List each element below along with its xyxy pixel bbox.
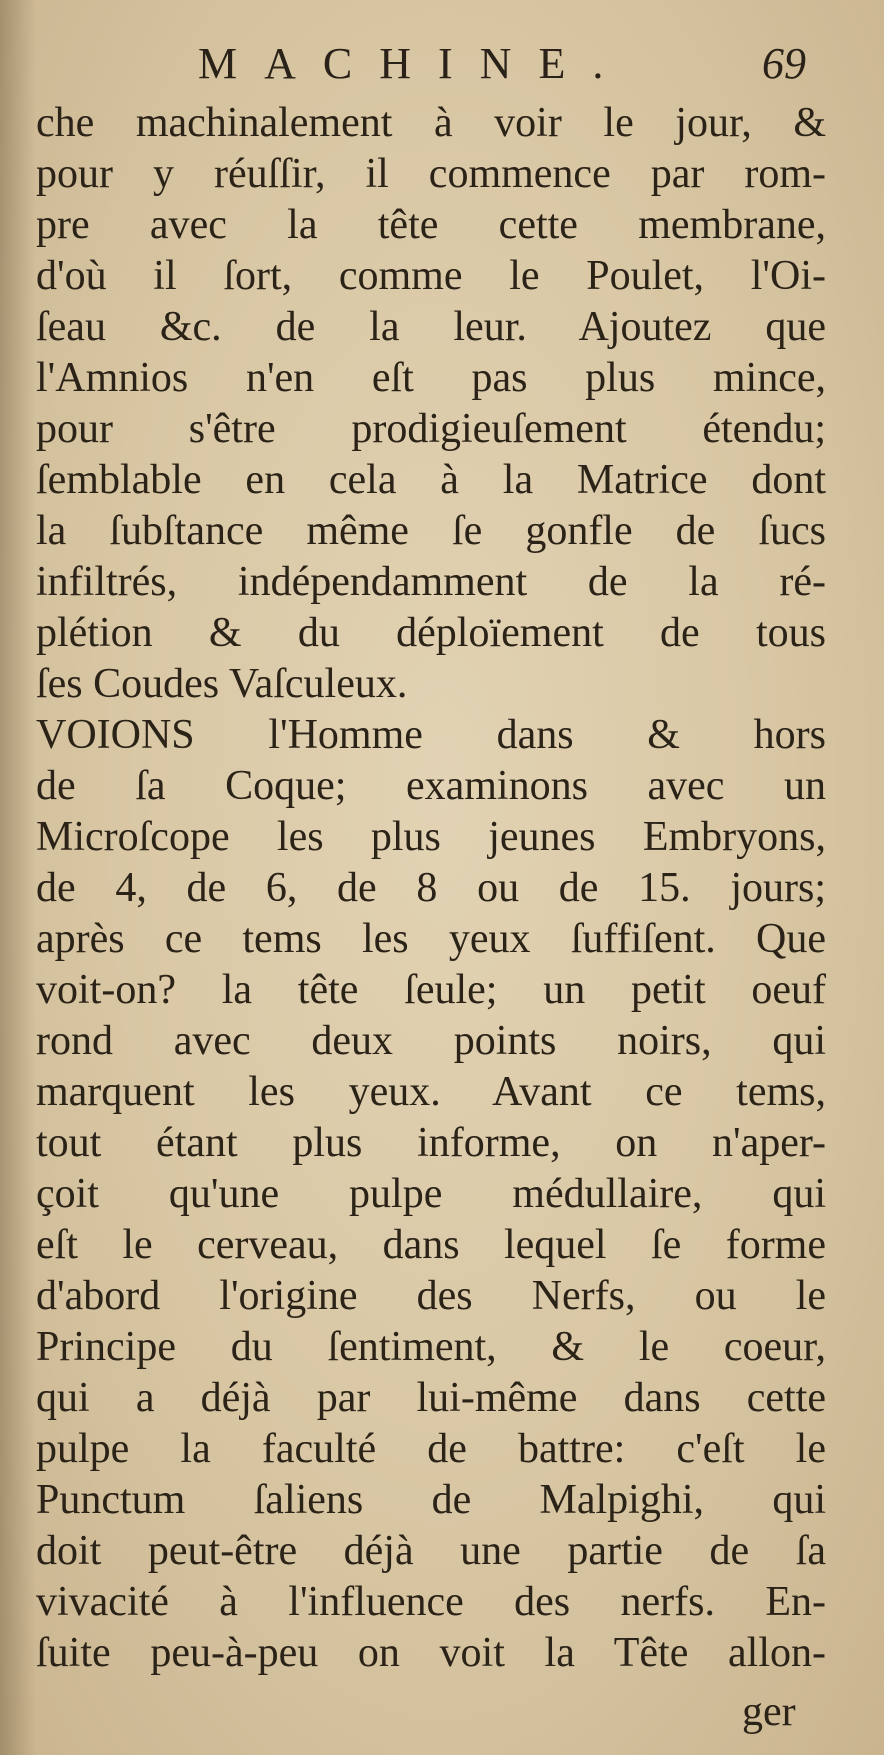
text-line: çoit qu'une pulpe médullaire, qui xyxy=(36,1171,826,1217)
text-line: pre avec la tête cette membrane, xyxy=(36,202,826,248)
text-line: Principe du ſentiment, & le coeur, xyxy=(36,1324,826,1370)
text-line: voit-on? la tête ſeule; un petit oeuf xyxy=(36,967,826,1013)
text-line: après ce tems les yeux ſuffiſent. Que xyxy=(36,916,826,962)
text-line: de 4, de 6, de 8 ou de 15. jours; xyxy=(36,865,826,911)
gutter-shadow xyxy=(0,0,36,1755)
text-line: ſuite peu-à-peu on voit la Tête allon- xyxy=(36,1630,826,1676)
text-line: plétion & du déploïement de tous xyxy=(36,610,826,656)
text-line: ſeau &c. de la leur. Ajoutez que xyxy=(36,304,826,350)
text-line: d'où il ſort, comme le Poulet, l'Oi- xyxy=(36,253,826,299)
page-number: 69 xyxy=(762,39,806,88)
body-text xyxy=(36,98,826,1679)
text-line: infiltrés, indépendamment de la ré- xyxy=(36,559,826,605)
running-title: MACHINE. xyxy=(198,39,631,88)
text-line: che machinalement à voir le jour, & xyxy=(36,100,826,146)
text-line: l'Amnios n'en eſt pas plus mince, xyxy=(36,355,826,401)
text-line: de ſa Coque; examinons avec un xyxy=(36,763,826,809)
text-line: marquent les yeux. Avant ce tems, xyxy=(36,1069,826,1115)
text-line: vivacité à l'influence des nerfs. En- xyxy=(36,1579,826,1625)
text-line: Microſcope les plus jeunes Embryons, xyxy=(36,814,826,860)
text-line: pour y réuſſir, il commence par rom- xyxy=(36,151,826,197)
text-line: ſemblable en cela à la Matrice dont xyxy=(36,457,826,503)
text-line-paragraph-end: ſes Coudes Vaſculeux. xyxy=(36,661,408,707)
text-line: la ſubſtance même ſe gonfle de ſucs xyxy=(36,508,826,554)
catchword: ger xyxy=(742,1689,796,1735)
text-line: pulpe la faculté de battre: c'eſt le xyxy=(36,1426,826,1472)
text-line: d'abord l'origine des Nerfs, ou le xyxy=(36,1273,826,1319)
text-line: pour s'être prodigieuſement étendu; xyxy=(36,406,826,452)
page-header xyxy=(0,30,884,90)
text-line: Punctum ſaliens de Malpighi, qui xyxy=(36,1477,826,1523)
text-line: tout étant plus informe, on n'aper- xyxy=(36,1120,826,1166)
text-line: eſt le cerveau, dans lequel ſe forme xyxy=(36,1222,826,1268)
text-line: qui a déjà par lui-même dans cette xyxy=(36,1375,826,1421)
text-line: doit peut-être déjà une partie de ſa xyxy=(36,1528,826,1574)
text-line-paragraph-start: VOIONS l'Homme dans & hors xyxy=(36,712,826,758)
text-line: rond avec deux points noirs, qui xyxy=(36,1018,826,1064)
